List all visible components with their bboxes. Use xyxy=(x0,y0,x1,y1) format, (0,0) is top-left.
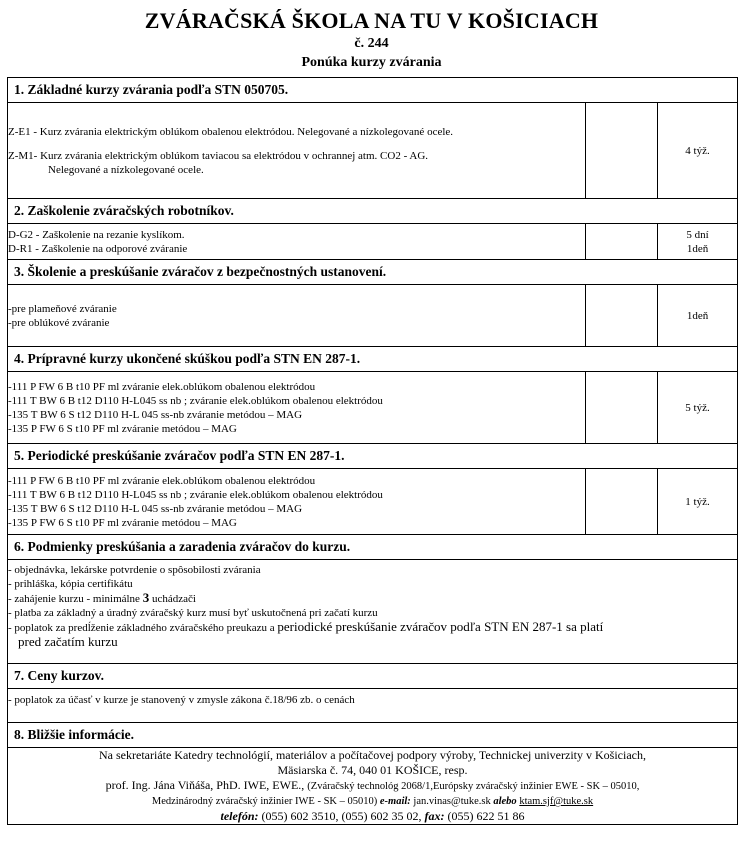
email-link-secondary[interactable]: ktam.sjf@tuke.sk xyxy=(519,796,594,807)
section-6-row xyxy=(8,560,738,664)
section-3-row xyxy=(8,285,738,347)
section-1-lines: Z-E1 - Kurz zvárania elektrickým oblúkom obalenou elektródou. Nelegované a nízkolegované ocele. Z-M1- Kurz zvárania elektrickým oblúkom taviacou sa elektródou v ochrannej atm. CO2 - AG. Nelegované a nízkolegované ocele. xyxy=(8,103,586,199)
section-3-lines: -pre plameňové zváranie -pre oblúkové zváranie xyxy=(8,285,586,347)
section-4-empty-cell xyxy=(586,372,658,444)
section-5-lines: -111 P FW 6 B t10 PF ml zváranie elek.oblúkom obalenou elektródou -111 T BW 6 B t12 D110 H-L045 ss nb ; zváranie elek.oblúkom obalenou elektródou -135 T BW 6 S t12 D110 H-L 045 ss-nb zváranie metódou – MAG -135 P FW 6 S t10 PF ml zváranie metódou – MAG xyxy=(8,469,586,535)
section-6-heading: 6. Podmienky preskúšania a zaradenia zváračov do kurzu. xyxy=(8,535,738,560)
email-link[interactable]: jan.vinas@tuke.sk xyxy=(413,796,491,807)
section-5-heading: 5. Periodické preskúšanie zváračov podľa STN EN 287-1. xyxy=(8,444,738,469)
section-5-duration: 1 týž. xyxy=(658,469,738,535)
section-1-empty-cell xyxy=(586,103,658,199)
section-7-row xyxy=(8,689,738,723)
section-6-lines: - objednávka, lekárske potvrdenie o spôsobilosti zvárania - prihláška, kópia certifikátu - zahájenie kurzu - minimálne 3 uchádzači - platba za základný a úradný zváračský kurz musí byť uskutočnená pri začatí kurzu - poplatok za predĺženie základného zváračského preukazu a periodické preskúšanie zváračov podľa STN EN 287-1 sa platí pred začatím kurzu xyxy=(8,560,738,664)
page-title: ZVÁRAČSKÁ ŠKOLA NA TU V KOŠICIACH xyxy=(144,8,599,33)
section-5-empty-cell xyxy=(586,469,658,535)
section-7-heading: 7. Ceny kurzov. xyxy=(8,664,738,689)
document-number: č. 244 xyxy=(354,36,389,51)
section-2-lines: D-G2 - Zaškolenie na rezanie kyslíkom. D-R1 - Zaškolenie na odporové zváranie xyxy=(8,224,586,260)
section-2-heading: 2. Zaškolenie zváračských robotníkov. xyxy=(8,199,738,224)
section-3-duration: 1deň xyxy=(658,285,738,347)
contact-info: Na sekretariáte Katedry technológií, materiálov a počítačovej podpory výroby, Technickej univerzity v Košiciach, Mäsiarska č. 74, 040 01 KOŠICE, resp. prof. Ing. Jána Viňáša, PhD. IWE, EWE., (Zváračský technológ 2068/1,Európsky zváračský inžinier EWE - SK – 05010, Medzinárodný zváračský inžinier IWE - SK – 05010) e-mail: jan.vinas@tuke.sk alebo ktam.sjf@tuke.sk telefón: (055) 602 3510, (055) 602 35 02, fax: (055) 622 51 86 xyxy=(8,748,738,825)
section-4-duration: 5 týž. xyxy=(658,372,738,444)
page-subtitle: Ponúka kurzy zvárania xyxy=(301,55,442,70)
section-1-row xyxy=(8,103,738,199)
section-3-empty-cell xyxy=(586,285,658,347)
section-4-row xyxy=(8,372,738,444)
section-5-row xyxy=(8,469,738,535)
section-2-row xyxy=(8,224,738,260)
section-8-heading: 8. Bližšie informácie. xyxy=(8,723,738,748)
section-8-row xyxy=(8,748,738,825)
section-4-heading: 4. Prípravné kurzy ukončené skúškou podľa STN EN 287-1. xyxy=(8,347,738,372)
section-2-empty-cell xyxy=(586,224,658,260)
section-2-duration: 5 dní 1deň xyxy=(658,224,738,260)
section-1-duration: 4 týž. xyxy=(658,103,738,199)
section-3-heading: 3. Školenie a preskúšanie zváračov z bezpečnostných ustanovení. xyxy=(8,260,738,285)
section-7-lines: - poplatok za účasť v kurze je stanovený v zmysle zákona č.18/96 zb. o cenách xyxy=(8,689,738,723)
section-4-lines: -111 P FW 6 B t10 PF ml zváranie elek.oblúkom obalenou elektródou -111 T BW 6 B t12 D110 H-L045 ss nb ; zváranie elek.oblúkom obalenou elektródou -135 T BW 6 S t12 D110 H-L 045 ss-nb zváranie metódou – MAG -135 P FW 6 S t10 PF ml zváranie metódou – MAG xyxy=(8,372,586,444)
courses-table xyxy=(7,77,738,825)
section-1-heading: 1. Základné kurzy zvárania podľa STN 050705. xyxy=(8,78,738,103)
